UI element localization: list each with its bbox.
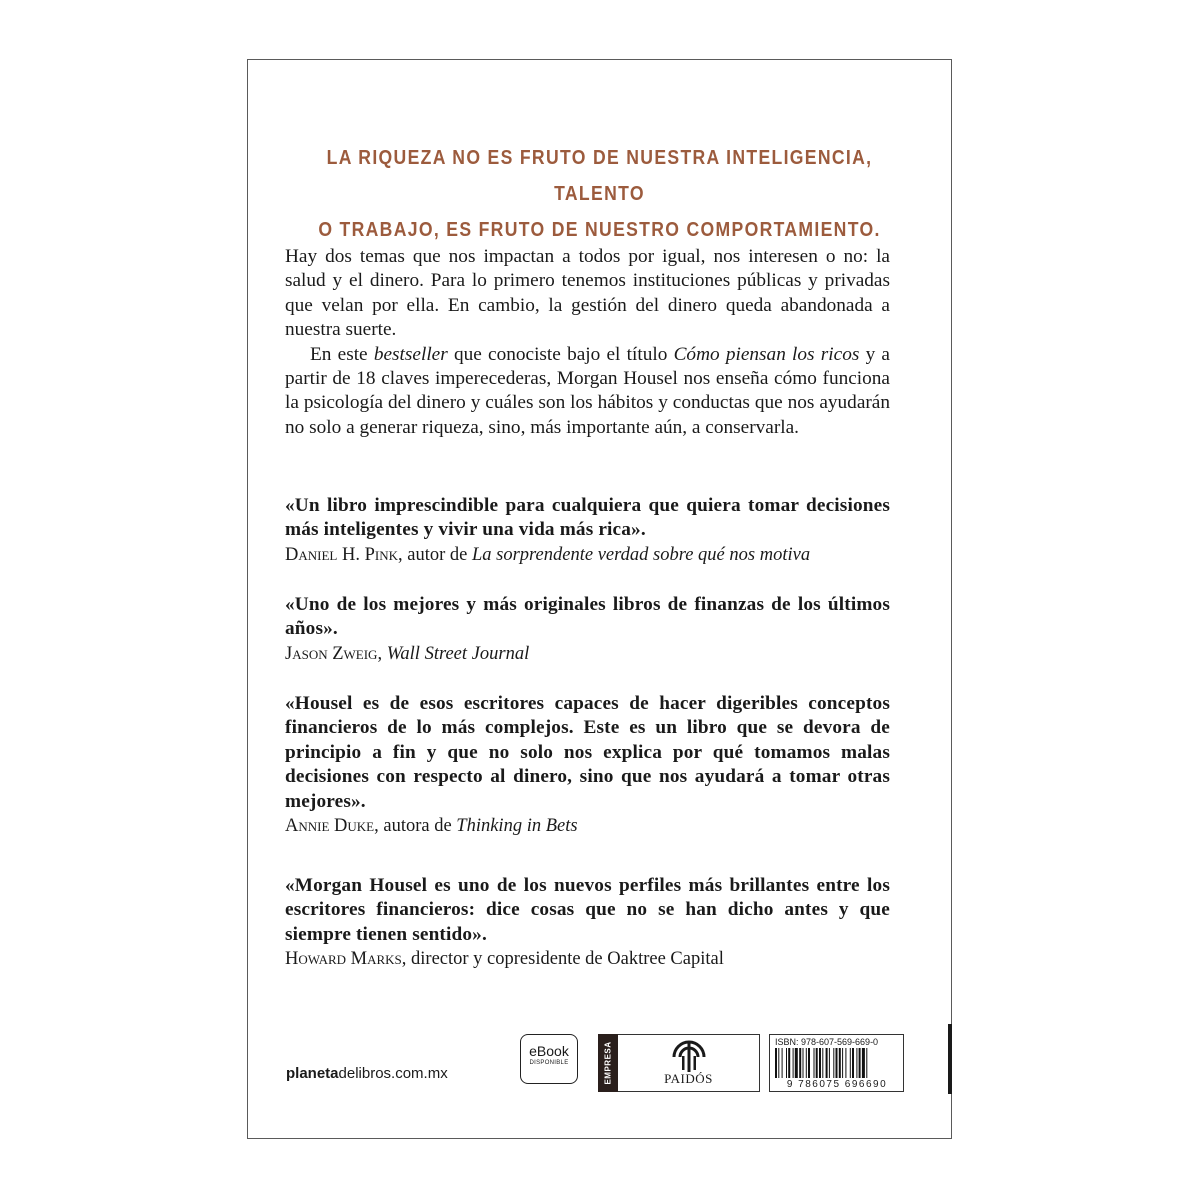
blurb-text: «Uno de los mejores y más originales libros de finanzas de los últimos años». [285,594,890,640]
barcode-bar [839,1048,841,1078]
blurb-role: , autora de [374,816,457,837]
publisher-name: PAIDÓS [664,1071,713,1086]
barcode-bar [795,1048,798,1078]
blurb-text: «Un libro imprescindible para cualquiera que quiera tomar decisiones más inteligentes y vivir una vida más rica». [285,495,890,541]
barcode-bar [803,1048,804,1078]
synopsis [285,245,890,440]
synopsis-paragraph-1: Hay dos temas que nos impactan a todos por igual, nos interesen o no: la salud y el dinero. Para lo primero tenemos instituciones públicas y privadas que velan por ella. En cambio, la gestión del dinero queda abandonada a nuestra suerte. [285,246,890,341]
blurb-1 [285,494,890,567]
barcode-bar [788,1048,790,1078]
paidos-logo-icon [671,1039,707,1073]
isbn-text: ISBN: 978-607-569-669-0 [775,1037,879,1047]
blurb-4 [285,874,890,972]
blurb-text: «Morgan Housel es uno de los nuevos perfiles más brillantes entre los escritores financieros: dice cosas que no se han dicho antes y que siempre tienen sentido». [285,875,890,945]
barcode-bar [819,1048,821,1078]
barcode-bar [862,1048,865,1078]
barcode-bar [778,1048,779,1078]
synopsis-emphasis: bestseller [373,343,448,365]
barcode-bar [799,1048,801,1078]
back-cover [247,59,952,1139]
blurb-role: , [377,643,387,664]
headline [290,140,909,248]
headline-line-2: O TRABAJO, ES FRUTO DE NUESTRO COMPORTAMIENTO. [318,219,881,241]
barcode-bar [852,1048,854,1078]
barcode-bar [856,1048,857,1078]
category-tab [598,1034,618,1092]
barcode-bar [814,1048,815,1078]
barcode-bar [786,1048,787,1078]
synopsis-text: y a partir de 18 claves imperecederas, Morgan Housel nos enseña cómo funciona la psicología del dinero y cuáles son los hábitos y conductas que nos ayudarán no solo a generar riqueza, sino, más importante aún, a conservarla. [285,343,890,438]
ebook-sublabel: DISPONIBLE [529,1060,569,1066]
barcode-bar [826,1048,828,1078]
website-brand: planeta [286,1065,339,1082]
headline-line-1: LA RIQUEZA NO ES FRUTO DE NUESTRA INTELIGENCIA, TALENTO [326,147,873,205]
blurb-2 [285,593,890,666]
synopsis-paragraph-2 [285,343,890,441]
blurb-attribution [285,543,890,567]
blurb-work: Wall Street Journal [386,643,530,664]
barcode-bar [866,1048,867,1078]
blurb-3 [285,692,890,838]
blurb-role: , director y copresidente de Oaktree Capital [401,949,724,970]
barcode-bar [850,1048,851,1078]
blurb-text: «Housel es de esos escritores capaces de hacer digeribles conceptos financieros de lo más complejos. Este es un libro que se devora de principio a fin y que no solo nos explica por qué tomamos malas decisiones con respecto al dinero, sino que nos ayudará a tomar otras mejores». [285,693,890,812]
blurb-author: Annie Duke [285,816,375,837]
blurb-author: Jason Zweig [285,643,378,664]
barcode-bar [806,1048,807,1078]
blurb-attribution [285,814,890,838]
category-label: EMPRESA [603,1041,613,1085]
blurb-work: La sorprendente verdad sobre qué nos motiva [471,544,811,565]
barcode-bar [775,1048,777,1078]
barcode-bar [829,1048,830,1078]
blurb-work: Thinking in Bets [456,816,578,837]
barcode-bar [808,1048,810,1078]
blurb-attribution [285,947,890,971]
blurb-attribution [285,642,890,666]
barcode-icon [775,1048,900,1078]
blurb-author: Daniel H. Pink [285,544,398,565]
synopsis-title-reference: Cómo piensan los ricos [673,343,860,365]
blurb-role: , autor de [397,544,472,565]
synopsis-text: En este [310,343,374,365]
blurb-author: Howard Marks [285,949,402,970]
barcode-bar [833,1048,834,1078]
barcode-digits: 9 786075 696690 [786,1079,888,1090]
edge-marker [948,1024,952,1094]
barcode-bar [782,1048,783,1078]
barcode-bar [793,1048,794,1078]
barcode-bar [836,1048,838,1078]
barcode-bar [842,1048,843,1078]
synopsis-text: que conociste bajo el título [447,343,674,365]
isbn-block [769,1034,904,1092]
publisher-logo [618,1034,760,1092]
website-domain: delibros.com.mx [338,1065,448,1082]
barcode-bar [845,1048,846,1078]
barcode-bar [822,1048,823,1078]
barcode-bar [859,1048,861,1078]
ebook-badge [520,1034,578,1084]
publisher-website [286,1065,448,1082]
ebook-label: eBook [529,1043,569,1059]
barcode-bar [816,1048,818,1078]
